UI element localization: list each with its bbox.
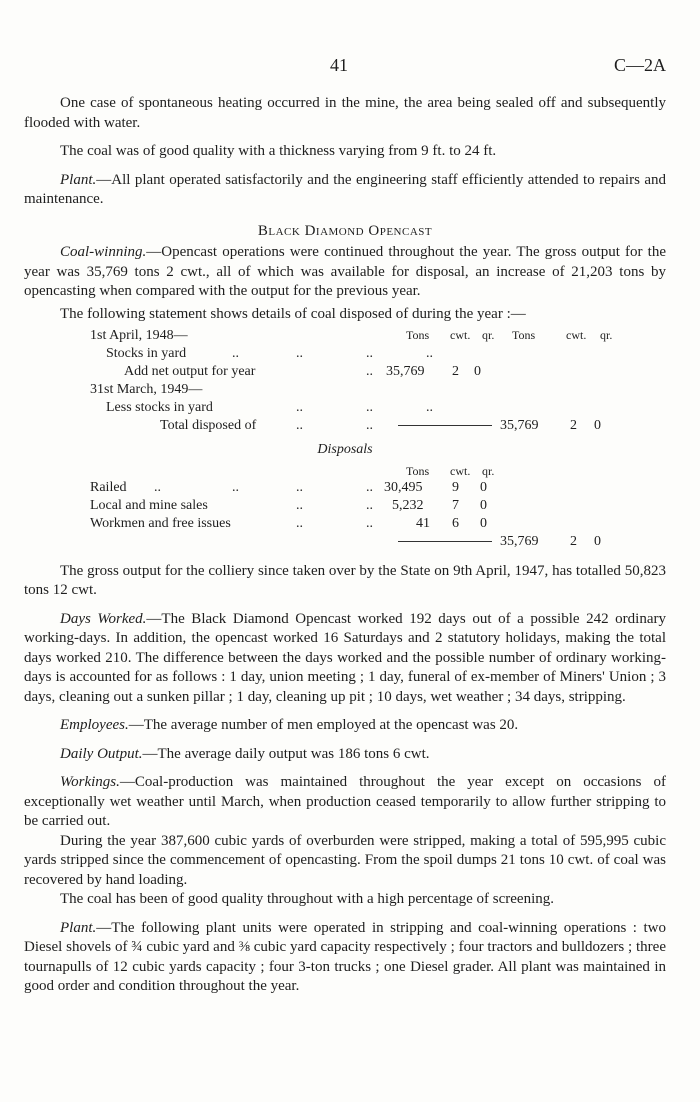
add-output-tons: 35,769 [386,364,425,379]
daily-output-text: —The average daily output was 186 tons 6 cwt. [142,745,430,762]
coal-winning-text: —Opencast operations were continued throughout the year. The gross output for the year was 35,769 tons 2 cwt., all of which was available for disposal, an increase of 21,203 tons by opencasting when compared with the output for the previous year. [24,244,666,299]
days-worked-paragraph [24,610,666,708]
daily-output-label: Daily Output. [60,745,143,762]
header-qr-2: qr. [600,328,613,342]
stocks-leader-2: .. [296,346,303,361]
plant-operations-paragraph [24,919,666,997]
total-disposed-qr: 0 [594,418,601,433]
add-output-leader: .. [366,364,373,379]
disposals-header-row [24,462,666,478]
statement-date-2-row [24,380,666,398]
statement-date-2: 31st March, 1949— [90,382,203,397]
disposals-row-cwt: 6 [452,515,459,531]
stocks-label: Stocks in yard [106,346,187,361]
employees-label: Employees. [60,717,129,733]
plant-operations-text: —The following plant units were operated in stripping and coal-winning operations : two Diesel shovels of ¾ cubic yard and ⅜ cubic yard capacity respectively ; four tractors and bulldozers ; three tournapulls of 12 cubic yards capacity ; four 3-ton trucks ; one Diesel grader. All plant was maintained in good order and condition throughout the year. [24,919,666,994]
less-stocks-label: Less stocks in yard [106,400,213,415]
disposals-header-cwt: cwt. [450,463,471,478]
total-disposed-cwt: 2 [570,418,577,433]
daily-output-paragraph [24,745,666,765]
days-worked-text: —The Black Diamond Opencast worked 192 days out of a possible 242 ordinary working-days. In addition, the opencast worked 16 Saturdays and 2 statutory holidays, making the total days worked 210. The difference between the days worked and the possible number of ordinary working-days is accounted for as follows : 1 day, union meeting ; 1 day, funeral of ex-member of Miners' Union ; 3 days, cleaning out a sunken pillar ; 1 day, cleaning up pit ; 10 days, wet weather ; 34 days, stripping. [24,610,666,705]
workings-paragraph [24,773,666,832]
employees-paragraph [24,716,666,736]
less-stocks-leader-2: .. [366,400,373,415]
section-title: Black Diamond Opencast [257,222,433,239]
stocks-row [24,344,666,362]
disposals-total-row [24,532,666,550]
less-stocks-value: .. [426,400,433,415]
disposals-row-tons: 41 [416,515,430,531]
days-worked-label: Days Worked. [60,610,147,627]
disposals-row [24,496,666,514]
intro-paragraph-1: One case of spontaneous heating occurred in the mine, the area being sealed off and subsequently flooded with water. [24,95,666,131]
disposals-row-label: Local and mine sales [90,497,208,513]
stocks-value: .. [426,346,433,361]
workings-paragraph-2: During the year 387,600 cubic yards of overburden were stripped, making a total of 595,995 cubic yards stripped since the commencement of opencasting. From the spoil dumps 21 tons 10 cwt. of coal was recovered by hand loading. [24,832,666,888]
disposals-row-tons: 30,495 [384,479,423,495]
disposals-leader: .. [296,497,303,513]
disposals-row [24,478,666,496]
workings-label: Workings. [60,774,120,790]
disposals-header-qr: qr. [482,463,495,478]
disposals-row-qr: 0 [480,479,487,495]
document-code: C—2A [613,55,666,75]
total-disposed-leader: .. [296,418,303,433]
disposals-leader: .. [366,479,373,495]
disposals-row-label: Workmen and free issues [90,515,231,531]
plant-paragraph [24,171,666,210]
header-cwt-2: cwt. [566,328,587,342]
disposals-row-qr: 0 [480,497,487,513]
add-output-row [24,362,666,380]
disposals-leader: .. [366,515,373,531]
less-stocks-row [24,398,666,416]
total-disposed-tons: 35,769 [500,418,539,433]
stocks-leader: .. [232,346,239,361]
disposals-total-qr: 0 [594,533,601,549]
disposals-table [24,462,666,550]
disposal-statement-table [24,326,666,434]
coal-winning-paragraph [24,243,666,302]
disposals-title: Disposals [317,442,373,457]
disposals-row-label: Railed [90,479,127,495]
add-output-label: Add net output for year [124,364,256,379]
workings-paragraph-3: The coal has been of good quality throughout with a high percentage of screening. [60,891,555,907]
disposals-total-tons: 35,769 [500,533,539,549]
add-output-cwt: 2 [452,364,459,379]
disposals-header-tons: Tons [406,463,430,478]
disposals-total-cwt: 2 [570,533,577,549]
header-tons-1: Tons [406,328,430,342]
header-tons-2: Tons [512,328,536,342]
disposals-row-qr: 0 [480,515,487,531]
disposals-row-tons: 5,232 [392,497,424,513]
disposals-leader: .. [154,479,161,495]
plant-label: Plant. [60,171,97,188]
statement-date-1: 1st April, 1948— [90,328,188,343]
disposals-total-rule [398,541,492,542]
plant-operations-label: Plant. [60,919,97,936]
intro-paragraph-2: The coal was of good quality with a thickness varying from 9 ft. to 24 ft. [60,143,497,159]
statement-date-1-row [24,326,666,344]
disposals-leader: .. [366,497,373,513]
workings-text: —Coal-production was maintained throughout the year except on occasions of exceptionally wet weather until March, when production ceased temporarily to allow further stripping to be carried out. [24,774,666,829]
disposals-row-cwt: 9 [452,479,459,495]
less-stocks-leader: .. [296,400,303,415]
coal-winning-label: Coal-winning. [60,244,147,260]
disposals-row-cwt: 7 [452,497,459,513]
page-body [24,94,666,997]
total-disposed-label: Total disposed of [160,418,257,433]
total-disposed-row [24,416,666,434]
gross-output-paragraph: The gross output for the colliery since taken over by the State on 9th April, 1947, has totalled 50,823 tons 12 cwt. [24,562,666,598]
add-output-qr: 0 [474,364,481,379]
employees-text: —The average number of men employed at the opencast was 20. [128,717,519,733]
header-cwt-1: cwt. [450,328,471,342]
page-header [0,56,700,78]
statement-intro: The following statement shows details of coal disposed of during the year :— [60,305,526,322]
total-disposed-leader-2: .. [366,418,373,433]
page-number: 41 [330,55,348,75]
stocks-leader-3: .. [366,346,373,361]
disposals-row [24,514,666,532]
total-rule [398,425,492,426]
disposals-leader: .. [296,479,303,495]
disposals-leader: .. [232,479,239,495]
header-qr-1: qr. [482,328,495,342]
disposals-leader: .. [296,515,303,531]
plant-text: —All plant operated satisfactorily and the engineering staff efficiently attended to repairs and maintenance. [24,171,666,207]
